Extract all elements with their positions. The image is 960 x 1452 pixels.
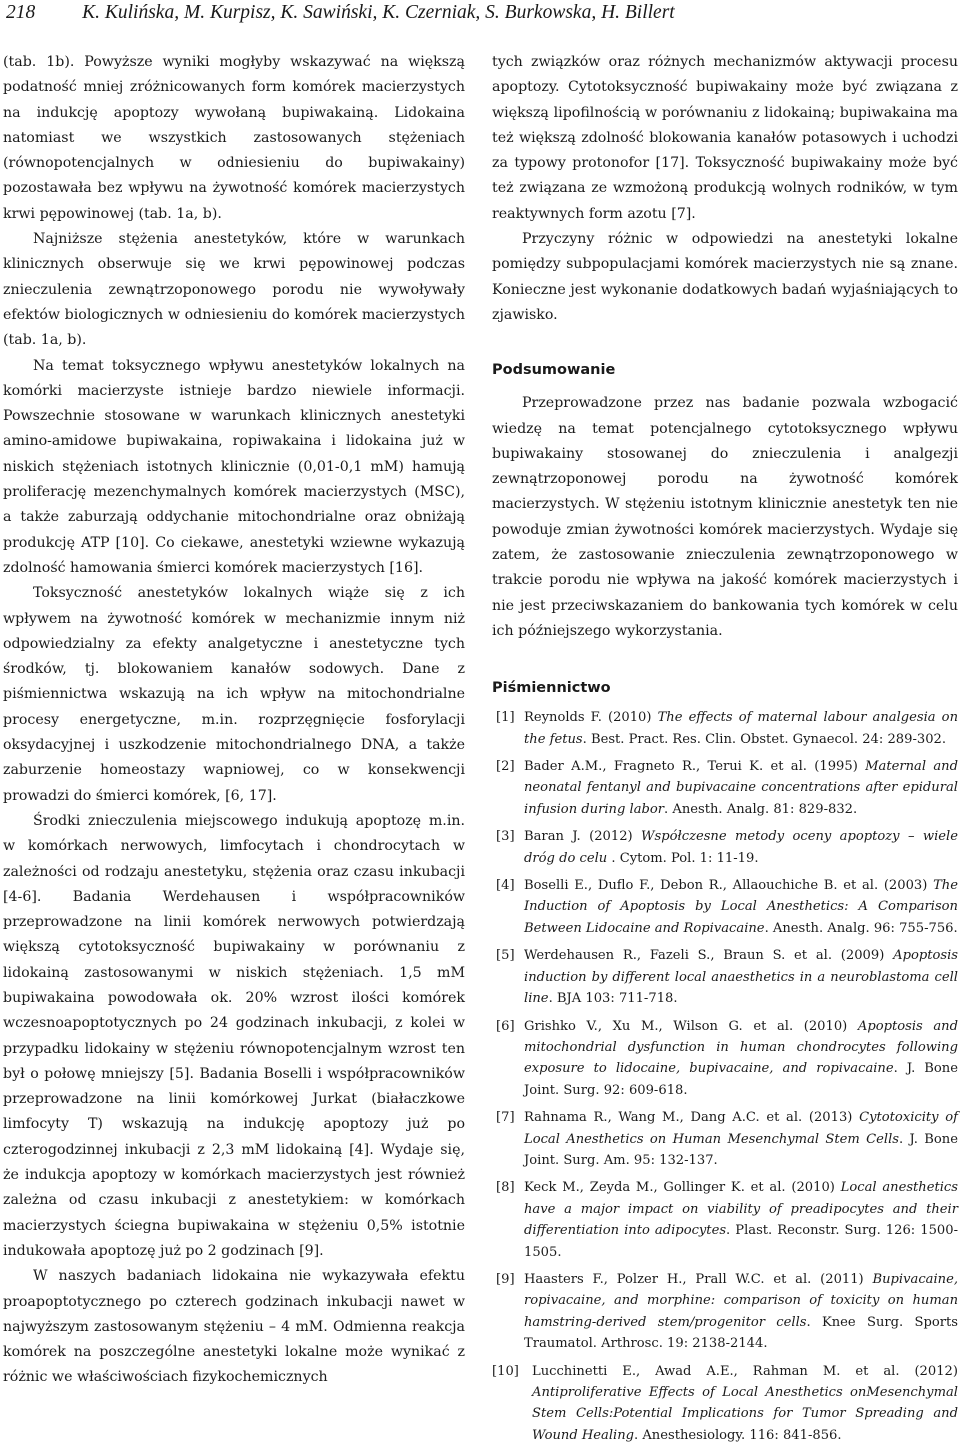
- reference-source: . Anesth. Analg. 96: 755-756.: [764, 920, 958, 936]
- paragraph: Na temat toksycznego wpływu anestetyków lokalnych na komórki macierzyste istnieje bardzo niewiele informacji. Powszechnie stosowane w warunkach klinicznych anestetyki amino-amidowe bupiwakaina, ropiwakaina i lidokaina już w niskich stężeniach istotnych klinicznie (0,01-0,1 mM) hamują proliferację mezenchymalnych komórek macierzystych (MSC), a także zaburzają oddychanie mitochondrialne oraz obniżają produkcję ATP [10]. Co ciekawe, anestetyki wziewne wykazują zdolność hamowania śmierci komórek macierzystych [16].: [3, 357, 465, 576]
- reference-authors: Bader A.M., Fragneto R., Terui K. et al. (1995): [524, 759, 866, 775]
- reference-authors: Reynolds F. (2010): [524, 710, 658, 726]
- reference-number: [3]: [496, 829, 515, 845]
- reference-item: [492, 1016, 958, 1102]
- paragraph: Środki znieczulenia miejscowego indukują apoptozę m.in. w komórkach nerwowych, limfocytach i chondrocytach w zależności od rodzaju anestetyku, stężenia oraz czasu inkubacji [4-6]. Badania Werdehausen i współpracowników przeprowadzone na linii komórek nerwowych potwierdzają większą cytotoksyczność bupiwakainy w porównaniu z lidokainą zastosowanymi w niskich stężeniach. 1,5 mM bupiwakaina powodowała ok. 20% wzrost ilości komórek wczesnoapoptotycznych po 24 godzinach inkubacji, z kolei w przypadku lidokainy w stężeniu równopotencjalnym wzrost ten był o połowę mniejszy [5]. Badania Boselli i współpracowników przeprowadzone na linii komórkowej Jurkat (białaczkowe limfocyty T) wskazują na indukcję apoptozy już po czterogodzinnej inkubacji z 2,3 mM lidokainą [4]. Wydaje się, że indukcja apoptozy w komórkach macierzystych jest również zależna od czasu inkubacji z anestetykiem: w komórkach macierzystych ściegna bupiwakaina w stężeniu 0,5% istotnie indukowała apoptozę już po 2 godzinach [9].: [3, 812, 465, 1259]
- paragraph: (tab. 1b). Powyższe wyniki mogłyby wskazywać na większą podatność mniej zróżnicowanych form komórek macierzystych na indukcję apoptozy wywołaną bupiwakainą. Lidokaina natomiast we wszystkich zastosowanych stężeniach (równopotencjalnych w odniesieniu do bupiwakainy) pozostawała bez wpływu na żywotność komórek macierzystych krwi pępowinowej (tab. 1a, b).: [3, 54, 465, 222]
- reference-title: Współczesne metody oceny apoptozy – wiele dróg do celu: [524, 829, 958, 866]
- reference-source: . Cytom. Pol. 1: 11-19.: [607, 850, 759, 866]
- reference-item: [492, 756, 958, 820]
- reference-number: [1]: [496, 710, 515, 726]
- reference-number: [6]: [496, 1018, 515, 1034]
- reference-item: [492, 875, 958, 939]
- reference-source: . Best. Pract. Res. Clin. Obstet. Gynaecol. 24: 289-302.: [582, 731, 947, 747]
- paragraph: tych związków oraz różnych mechanizmów aktywacji procesu apoptozy. Cytotoksyczność bupiwakainy może być związana z większą lipofilnością w porównaniu z lidokainą; bupiwakaina ma też większą zdolność blokowania kanałów potasowych i uchodzi za typowy protonofor [17]. Toksyczność bupiwakainy może być też związana ze wzmożoną produkcją wolnych rodników, w tym reaktywnych form azotu [7].: [492, 54, 958, 222]
- reference-number: [9]: [496, 1271, 515, 1287]
- reference-list: [492, 707, 958, 1446]
- reference-authors: Boselli E., Duflo F., Debon R., Allaouchiche B. et al. (2003): [524, 878, 934, 894]
- reference-item: [492, 1107, 958, 1171]
- reference-authors: Keck M., Zeyda M., Gollinger K. et al. (2010): [524, 1180, 841, 1196]
- reference-title: Maternal and neonatal fentanyl and bupivacaine concentrations after epidural infusion during labor: [524, 759, 958, 817]
- reference-authors: Grishko V., Xu M., Wilson G. et al. (2010): [524, 1018, 858, 1034]
- reference-authors: Haasters F., Polzer H., Prall W.C. et al. (2011): [524, 1271, 873, 1287]
- reference-item: [492, 826, 958, 869]
- reference-title: Local anesthetics have a major impact on viability of preadipocytes and their differentiation into adipocytes: [524, 1180, 958, 1239]
- reference-item: [492, 1361, 958, 1447]
- reference-source: . J. Bone Joint. Surg. Am. 95: 132-137.: [524, 1131, 958, 1168]
- reference-authors: Rahnama R., Wang M., Dang A.C. et al. (2013): [524, 1110, 860, 1126]
- reference-source: . BJA 103: 711-718.: [548, 991, 678, 1007]
- reference-title: Apoptosis induction by different local anaesthetics in a neuroblastoma cell line: [524, 948, 958, 1007]
- reference-authors: Baran J. (2012): [524, 829, 642, 845]
- reference-title: The effects of maternal labour analgesia on the fetus: [524, 710, 958, 747]
- paragraph: Toksyczność anestetyków lokalnych wiąże się z ich wpływem na żywotność komórek w mechanizmie innym niż odpowiedzialny za efekty analgetyczne i anestetyczne tych środków, tj. blokowaniem kanałów sodowych. Dane z piśmiennictwa wskazują na ich wpływ na mitochondrialne procesy energetyczne, m.in. rozprzęgnięcie fosforylacji oksydacyjnej i uszkodzenie mitochondrialnego DNA, a także zaburzenie homeostazy wapniowej, co w konsekwencji prowadzi do śmierci komórek, [6, 17].: [3, 585, 465, 804]
- reference-item: [492, 707, 958, 750]
- left-column: [3, 50, 465, 1391]
- page-number: 218: [6, 2, 36, 23]
- reference-source: . Anesth. Analg. 81: 829-832.: [664, 801, 858, 817]
- reference-number: [2]: [496, 759, 515, 775]
- reference-title: Antiproliferative Effects of Local Anesthetics onMesenchymal Stem Cells:Potential Implications for Tumor Spreading and Wound Healing: [532, 1385, 958, 1443]
- reference-number: [7]: [496, 1110, 515, 1126]
- reference-number: [10]: [492, 1363, 519, 1379]
- paragraph: Przyczyny różnic w odpowiedzi na anestetyki lokalne pomiędzy subpopulacjami komórek macierzystych nie są znane. Konieczne jest wykonanie dodatkowych badań wyjaśniających to zjawisko.: [492, 231, 958, 323]
- summary-heading: Podsumowanie: [492, 362, 616, 379]
- reference-authors: Werdehausen R., Fazeli S., Braun S. et al. (2009): [524, 948, 894, 964]
- reference-title: The Induction of Apoptosis by Local Anesthetics: A Comparison Between Lidocaine and Ropivacaine: [524, 878, 958, 936]
- paragraph: Najniższe stężenia anestetyków, które w warunkach klinicznych obserwuje się we krwi pępowinowej podczas znieczulenia zewnątrzoponowego porodu nie wywoływały efektów biologicznych w odniesieniu do komórek macierzystych (tab. 1a, b).: [3, 231, 465, 349]
- reference-source: . Anesthesiology. 116: 841-856.: [634, 1427, 842, 1443]
- reference-title: Apoptosis and mitochondrial dysfunction in human chondrocytes following exposure to lidocaine, bupivacaine, and ropivacaine: [524, 1018, 958, 1077]
- summary-paragraph: Przeprowadzone przez nas badanie pozwala wzbogacić wiedzę na temat potencjalnego cytotoksycznego wpływu bupiwakainy stosowanej do znieczulenia i analgezji zewnątrzoponowej porodu na żywotność komórek macierzystych. W stężeniu istotnym klinicznie anestetyk ten nie powoduje zmian żywotności komórek macierzystych. Wydaje się zatem, że zastosowanie znieczulenia zewnątrzoponowego w trakcie porodu nie wpływa na jakość komórek macierzystych i nie jest przeciwskazaniem do bankowania tych komórek w celu ich późniejszego wykorzystania.: [492, 395, 958, 639]
- reference-number: [8]: [496, 1180, 515, 1196]
- reference-number: [4]: [496, 878, 515, 894]
- reference-title: Bupivacaine, ropivacaine, and morphine: comparison of toxicity on human hamstring-derived stem/progenitor cells: [524, 1271, 958, 1330]
- reference-authors: Lucchinetti E., Awad A.E., Rahman M. et al. (2012): [532, 1363, 958, 1379]
- reference-source: . J. Bone Joint. Surg. 92: 609-618.: [524, 1061, 958, 1098]
- reference-number: [5]: [496, 948, 515, 964]
- reference-source: . Plast. Reconstr. Surg. 126: 1500-1505.: [524, 1223, 959, 1260]
- references-heading: Piśmiennictwo: [492, 680, 611, 697]
- paragraph: W naszych badaniach lidokaina nie wykazywała efektu proapoptotycznego po czterech godzinach inkubacji nawet w najwyższym zastosowanym stężeniu – 4 mM. Odmienna reakcja komórek na poszczególne anestetyki lokalne może wynikać z różnic we właściwościach fizykochemicznych: [3, 1268, 465, 1386]
- running-authors: K. Kulińska, M. Kurpisz, K. Sawiński, K. Czerniak, S. Burkowska, H. Billert: [82, 2, 675, 23]
- right-column: [492, 50, 958, 1452]
- reference-item: [492, 1177, 958, 1263]
- reference-source: . Knee Surg. Sports Traumatol. Arthrosc. 19: 2138-2144.: [524, 1314, 958, 1352]
- page-header: [6, 2, 946, 28]
- reference-item: [492, 1269, 958, 1355]
- reference-title: Cytotoxicity of Local Anesthetics on Human Mesenchymal Stem Cells: [524, 1110, 958, 1147]
- reference-item: [492, 945, 958, 1009]
